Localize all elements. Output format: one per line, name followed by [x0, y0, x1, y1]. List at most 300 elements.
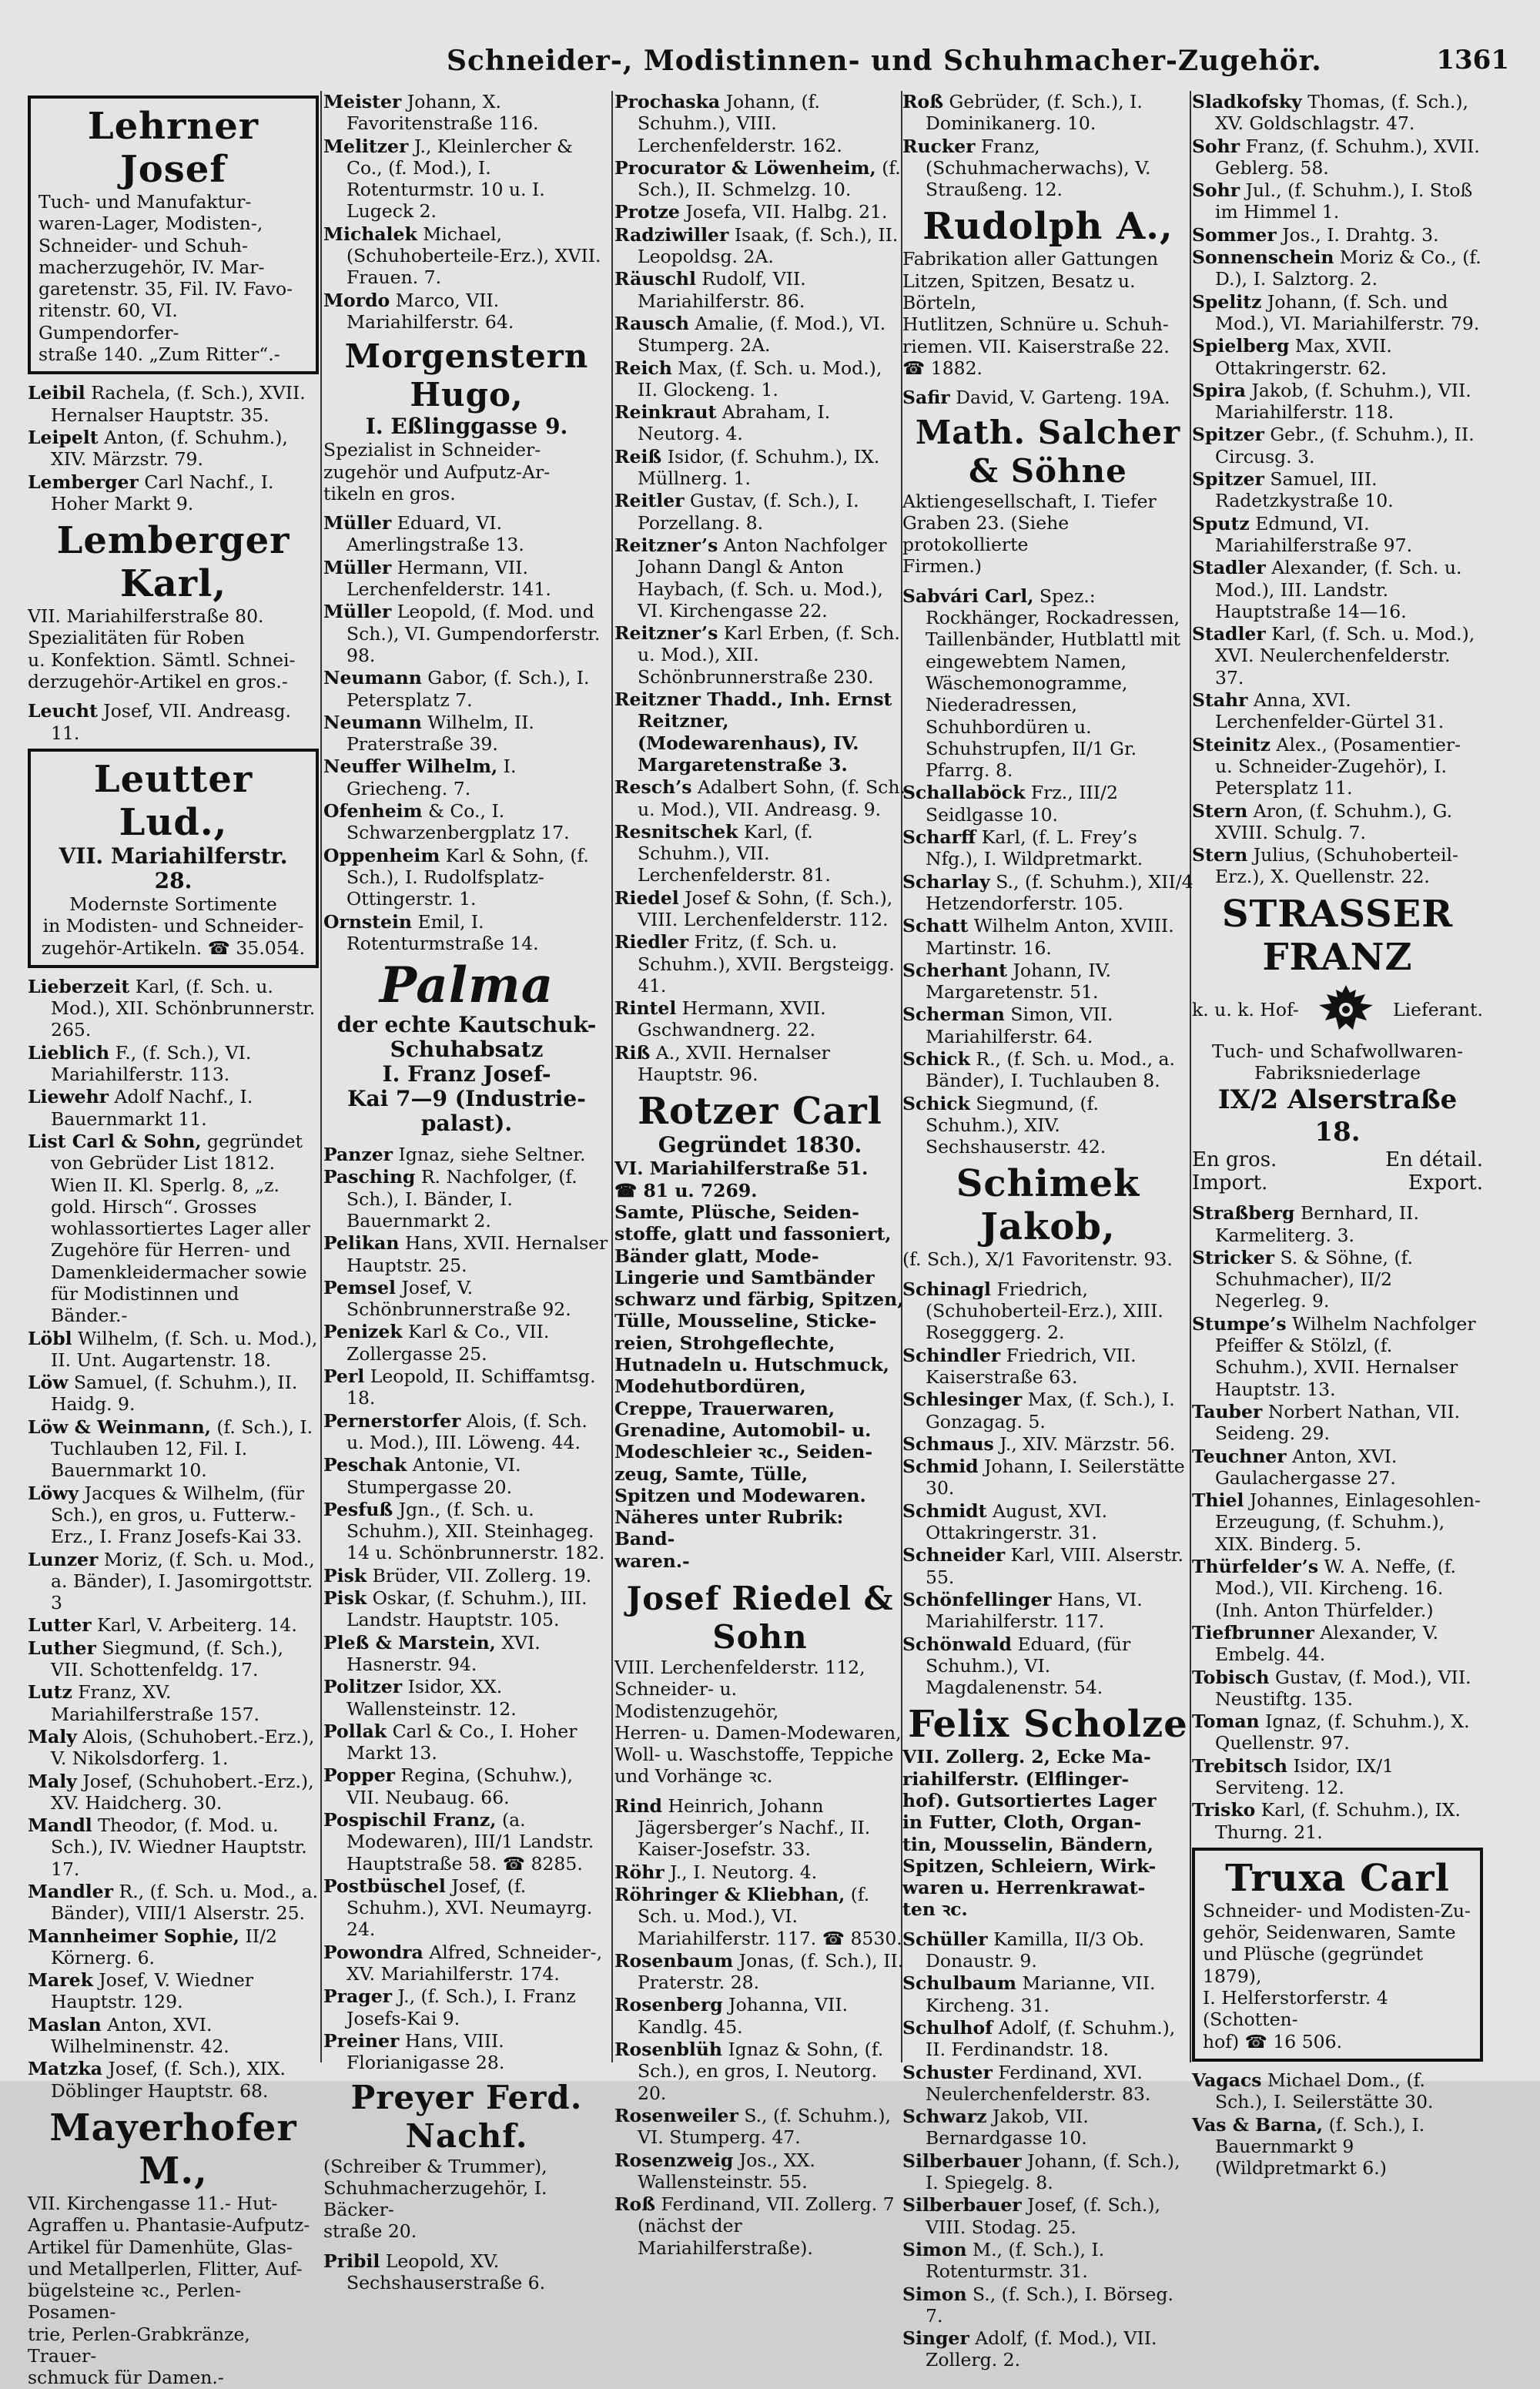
- ad-line: I. Helferstorferstr. 4 (Schotten-: [1203, 1987, 1388, 2031]
- entry-details: Leopold, II. Schiffamtsg. 18.: [346, 1365, 596, 1409]
- ad-line: Schneider- und Modisten-Zu-: [1203, 1899, 1471, 1922]
- ad-line: I. Eßlinggasse 9.: [365, 414, 568, 440]
- directory-entry: [28, 1881, 319, 1925]
- entry-details: Alexander, (f. Sch. u. Mod.), III. Landstr. Hauptstraße 14—16.: [1215, 557, 1462, 622]
- entry-details: (f. Sch.), II. Schmelzg. 10.: [638, 156, 901, 201]
- entry-details: Spez.: Rockhänger, Rockadressen, Taillenbänder, Hutblattl mit eingewebtem Namen, Wäschemonogramme, Niederadressen, Schuhbordüren u. Schuhstrupfen, II/1 Gr. Pfarrg. 8.: [926, 585, 1180, 782]
- directory-entry: [1192, 734, 1483, 799]
- entry-name: Simon: [902, 2238, 967, 2260]
- entry-details: Johann, X. Favoritenstraße 116.: [346, 91, 539, 135]
- entry-name: Pribil: [323, 2250, 380, 2272]
- advertisement: [323, 337, 610, 504]
- entry-details: Karl Erben, (f. Sch. u. Mod.), XII. Schönbrunnerstraße 230.: [638, 622, 900, 688]
- entry-name: Tiefbrunner: [1192, 1621, 1314, 1643]
- entry-name: Roß: [614, 2193, 656, 2216]
- ad-line: Hutlitzen, Schnüre u. Schuh-: [902, 313, 1169, 336]
- ad-line: Litzen, Spitzen, Besatz u. Börteln,: [902, 270, 1136, 314]
- entry-name: Spelitz: [1192, 290, 1262, 313]
- directory-entry: [614, 1042, 906, 1086]
- ad-line: gehör, Seidenwaren, Samte: [1203, 1922, 1456, 1944]
- advertisement: [1192, 1848, 1483, 2062]
- entry-details: Samuel, III. Radetzkystraße 10.: [1215, 468, 1394, 512]
- directory-entry: [323, 1410, 610, 1454]
- entry-name: Stahr: [1192, 689, 1248, 712]
- directory-entry: [28, 1549, 319, 1614]
- entry-name: Sommer: [1192, 223, 1277, 246]
- ad-line: Agraffen u. Phantasie-Aufputz-: [28, 2214, 310, 2237]
- ad-line: riahilferstr. (Elflinger-: [902, 1767, 1130, 1790]
- directory-entry: [28, 1614, 319, 1636]
- directory-entry: [323, 512, 610, 556]
- ad-line: Modernste Sortimente: [69, 893, 277, 915]
- directory-entry: [323, 845, 610, 910]
- directory-entry: [902, 1589, 1194, 1633]
- entry-details: Rudolf, VII. Mariahilferstr. 86.: [638, 268, 806, 312]
- entry-name: Luther: [28, 1637, 96, 1659]
- entry-details: J., I. Neutorg. 4.: [670, 1861, 818, 1883]
- page-header: [31, 45, 1509, 91]
- ad-line: I. Franz Josef-: [382, 1061, 551, 1087]
- directory-entry: [614, 931, 906, 997]
- ad-line: schmuck für Damen.-: [28, 2367, 224, 2389]
- directory-entry: [323, 1144, 610, 1165]
- entry-details: W. A. Neffe, (f. Mod.), VII. Kircheng. 16. (Inh. Anton Thürfelder.): [1215, 1556, 1456, 1621]
- entry-details: Karl, VIII. Alserstr. 55.: [926, 1544, 1183, 1588]
- directory-entry: [28, 1771, 319, 1814]
- directory-entry: [323, 1365, 610, 1409]
- directory-entry: [614, 776, 906, 820]
- entry-name: Stern: [1192, 799, 1248, 822]
- entry-details: Hermann, XVII. Gschwandnerg. 22.: [638, 997, 826, 1041]
- entry-details: Adolf, (f. Schuhm.), II. Ferdinandstr. 18.: [926, 2016, 1176, 2061]
- ad-line: Gegründet 1830.: [658, 1132, 862, 1158]
- directory-entry: [28, 2058, 319, 2102]
- entry-name: Vagacs: [1192, 2069, 1262, 2091]
- ad-line: Kai 7—9 (Industrie-: [347, 1086, 586, 1112]
- entry-details: Alfred, Schneider-, XV. Mariahilferstr. 174.: [346, 1941, 603, 1985]
- advertisement: [902, 1162, 1194, 1270]
- directory-entry: [902, 2239, 1194, 2283]
- entry-name: Stumpe’s: [1192, 1312, 1287, 1335]
- entry-name: Pesfuß: [323, 1498, 393, 1520]
- advertisement: [902, 414, 1194, 578]
- entry-details: Hans, VI. Mariahilferstr. 117.: [926, 1588, 1143, 1633]
- entry-name: Prager: [323, 1985, 393, 2008]
- directory-entry: [323, 1232, 610, 1276]
- directory-entry: [614, 157, 906, 201]
- directory-entry: [614, 2149, 906, 2193]
- directory-entry: [1192, 1202, 1483, 1246]
- directory-entry: [1192, 844, 1483, 888]
- ad-title: Schimek Jakob,: [956, 1162, 1140, 1249]
- ad-line: der echte Kautschuk-: [336, 1012, 597, 1038]
- entry-name: Stadler: [1192, 557, 1266, 579]
- directory-entry: [1192, 1755, 1483, 1799]
- directory-entry: [323, 223, 610, 289]
- ad-line: ☎ 1882.: [902, 357, 983, 379]
- entry-details: Friedrich, VII. Kaiserstraße 63.: [926, 1344, 1137, 1388]
- entry-name: Neuffer Wilhelm,: [323, 756, 498, 778]
- entry-details: Kamilla, II/3 Ob. Donaustr. 9.: [926, 1928, 1145, 1972]
- ad-line: Aktiengesellschaft, I. Tiefer: [902, 490, 1157, 512]
- directory-entry: [1192, 468, 1483, 512]
- ad-line: Firmen.): [902, 555, 983, 578]
- directory-entry: [1192, 224, 1483, 246]
- entry-details: Gustav, (f. Mod.), VII. Neustiftg. 135.: [1215, 1666, 1471, 1710]
- ad-line: garetenstr. 35, Fil. IV. Favo-: [38, 278, 293, 300]
- entry-details: Franz, (f. Schuhm.), XVII. Geblerg. 58.: [1215, 135, 1480, 179]
- directory-entry: [902, 2327, 1194, 2371]
- ad-body: [323, 959, 610, 1136]
- entry-details: Antonie, VI. Stumpergasse 20.: [346, 1454, 521, 1498]
- ad-line: Lieferant.: [1393, 998, 1483, 1020]
- entry-name: Rosenberg: [614, 1994, 723, 2016]
- entry-name: Müller: [323, 556, 392, 578]
- ad-line: straße 140. „Zum Ritter“.-: [38, 343, 280, 366]
- entry-name: Prochaska: [614, 91, 721, 112]
- entry-name: Rind: [614, 1794, 662, 1817]
- entry-details: Anna, XVI. Lerchenfelder-Gürtel 31.: [1215, 689, 1445, 733]
- entry-details: Friedrich, (Schuhoberteil-Erz.), XIII. Rosegggerg. 2.: [926, 1278, 1163, 1344]
- entry-name: Reinkraut: [614, 401, 717, 424]
- directory-entry: [28, 1925, 319, 1969]
- page-number: 1361: [1436, 45, 1509, 75]
- entry-name: Lieblich: [28, 1041, 110, 1064]
- entry-name: Stadler: [1192, 623, 1266, 645]
- directory-entry: [902, 1278, 1194, 1344]
- directory-entry: [1192, 623, 1483, 689]
- directory-entry: [1192, 1667, 1483, 1710]
- directory-entry: [614, 887, 906, 931]
- entry-details: Norbert Nathan, VII. Seideng. 29.: [1215, 1400, 1461, 1445]
- entry-name: Riedler: [614, 931, 689, 953]
- entry-details: J., (f. Sch.), I. Franz Josefs-Kai 9.: [346, 1985, 576, 2029]
- entry-details: Carl Nachf., I. Hoher Markt 9.: [51, 471, 274, 514]
- directory-entry: [1192, 136, 1483, 179]
- ad-line: reien, Strohgeflechte,: [614, 1332, 835, 1354]
- entry-name: Spielberg: [1192, 335, 1290, 357]
- ad-line: und Metallperlen, Flitter, Auf-: [28, 2257, 303, 2280]
- entry-name: Müller: [323, 512, 392, 534]
- directory-entry: [323, 1166, 610, 1231]
- entry-name: Pernerstorfer: [323, 1409, 461, 1432]
- column-3: [614, 91, 906, 2259]
- entry-details: Josef, (f. Sch.), VIII. Stodag. 25.: [926, 2194, 1160, 2238]
- ad-line: waren-Lager, Modisten-,: [38, 213, 263, 235]
- entry-details: S., (f. Schuhm.), XII/4 Hetzendorferstr. 105.: [926, 870, 1194, 914]
- entry-details: Carl & Co., I. Hoher Markt 13.: [346, 1720, 578, 1764]
- entry-details: (f. Sch.), I. Bauernmarkt 9 (Wildpretmarkt 6.): [1215, 2113, 1425, 2180]
- entry-name: Marek: [28, 1969, 93, 1992]
- entry-details: Josef, (f. Sch.), XIX. Döblinger Hauptstr. 68.: [51, 2058, 286, 2102]
- entry-details: Hans, XVII. Hernalser Hauptstr. 25.: [346, 1232, 608, 1276]
- entry-details: Thomas, (f. Sch.), XV. Goldschlagstr. 47.: [1215, 91, 1469, 135]
- directory-entry: [323, 1809, 610, 1875]
- entry-details: Jakob, (f. Schuhm.), VII. Mariahilferstr. 118.: [1215, 379, 1471, 424]
- entry-details: Julius, (Schuhoberteil-Erz.), X. Quellenstr. 22.: [1215, 844, 1458, 888]
- entry-details: Alois, (f. Sch. u. Mod.), III. Löweng. 44.: [346, 1409, 588, 1453]
- entry-name: Schulbaum: [902, 1972, 1016, 1995]
- ad-body: [902, 414, 1194, 578]
- ad-line: stoffe, glatt und fassoniert,: [614, 1223, 892, 1245]
- ad-line: Modehutbordüren,: [614, 1375, 806, 1398]
- entry-details: Franz, XV. Mariahilferstraße 157.: [51, 1681, 259, 1725]
- directory-entry: [1192, 1446, 1483, 1489]
- entry-name: Reich: [614, 357, 672, 379]
- entry-name: Schick: [902, 1047, 970, 1070]
- entry-details: Josef, (Schuhobert.-Erz.), XV. Haidcherg. 30.: [51, 1770, 314, 1814]
- entry-details: Karl, V. Arbeiterg. 14.: [97, 1614, 297, 1637]
- directory-entry: [28, 1681, 319, 1725]
- ad-line: tin, Mousselin, Bändern,: [902, 1833, 1153, 1855]
- entry-name: Teuchner: [1192, 1445, 1287, 1467]
- ad-body: [902, 1162, 1194, 1270]
- entry-details: Jos., XX. Wallensteinstr. 55.: [638, 2149, 815, 2193]
- directory-entry: [614, 490, 906, 534]
- entry-name: Stern: [1192, 844, 1248, 866]
- directory-entry: [1192, 291, 1483, 335]
- entry-details: Hermann, VII. Lerchenfelderstr. 141.: [346, 556, 551, 601]
- ad-line: Graben 23. (Siehe protokollierte: [902, 511, 1070, 556]
- entry-details: Karl & Sohn, (f. Sch.), I. Rudolfsplatz-Ottingerstr. 1.: [346, 844, 589, 910]
- entry-name: Röhr: [614, 1861, 665, 1883]
- entry-name: Pleß & Marstein,: [323, 1631, 496, 1654]
- directory-entry: [902, 1544, 1194, 1588]
- directory-entry: [323, 1721, 610, 1764]
- directory-entry: [323, 756, 610, 799]
- advertisement: [614, 1580, 906, 1788]
- entry-name: List Carl & Sohn,: [28, 1130, 202, 1152]
- entry-name: Steinitz: [1192, 733, 1270, 756]
- entry-name: Schmid: [902, 1456, 979, 1478]
- entry-name: Schönfellinger: [902, 1588, 1052, 1610]
- directory-entry: [28, 1637, 319, 1681]
- column-4: [902, 91, 1194, 2371]
- entry-name: Pemsel: [323, 1276, 396, 1298]
- directory-entry: [614, 997, 906, 1041]
- directory-entry: [902, 2017, 1194, 2061]
- entry-name: Penizek: [323, 1321, 403, 1343]
- entry-details: Eduard, VI. Amerlingstraße 13.: [346, 512, 524, 556]
- directory-entry: [1192, 513, 1483, 557]
- entry-details: Johann, (f. Sch.), I. Spiegelg. 8.: [926, 2149, 1180, 2194]
- entry-name: Rosenzweig: [614, 2149, 734, 2171]
- ad-line: VII. Mariahilferstr. 28.: [59, 843, 288, 893]
- entry-name: Neumann: [323, 711, 422, 733]
- directory-entry: [1192, 1247, 1483, 1312]
- entry-details: Anton Nachfolger Johann Dangl & Anton Haybach, (f. Sch. u. Mod.), VI. Kirchengasse 22.: [638, 534, 887, 622]
- directory-entry: [614, 1994, 906, 2038]
- entry-name: Tobisch: [1192, 1666, 1270, 1688]
- entry-details: Wilhelm Nachfolger Pfeiffer & Stölzl, (f. Schuhm.), XVII. Hernalser Hauptstr. 13.: [1215, 1312, 1476, 1400]
- entry-details: Brüder, VII. Zollerg. 19.: [372, 1564, 592, 1587]
- entry-details: Johann, (f. Schuhm.), VIII. Lerchenfelderstr. 162.: [638, 91, 842, 156]
- directory-entry: [902, 585, 1194, 782]
- column-2: [323, 91, 610, 2294]
- entry-details: J., Kleinlercher & Co., (f. Mod.), I. Rotenturmstr. 10 u. I. Lugeck 2.: [346, 135, 573, 223]
- directory-entry: [28, 382, 319, 426]
- directory-entry: [902, 2106, 1194, 2149]
- entry-details: Michael, (Schuhoberteile-Erz.), XVII. Frauen. 7.: [346, 223, 601, 289]
- ad-line: Creppe, Trauerwaren,: [614, 1397, 835, 1419]
- directory-entry: [902, 2194, 1194, 2238]
- ad-title: Mayerhofer M.,: [49, 2106, 297, 2193]
- ad-line: Schneider- u. Modistenzugehör,: [614, 1678, 779, 1722]
- entry-name: Thiel: [1192, 1489, 1244, 1512]
- entry-name: Rausch: [614, 312, 690, 334]
- entry-name: Protze: [614, 201, 680, 223]
- ad-line: trie, Perlen-Grabkränze, Trauer-: [28, 2323, 250, 2367]
- entry-details: II/2 Körnerg. 6.: [51, 1925, 277, 1968]
- ad-line: u. Konfektion. Sämtl. Schnei-: [28, 648, 296, 671]
- directory-entry: [323, 557, 610, 601]
- entry-details: F., (f. Sch.), VI. Mariahilferstr. 113.: [51, 1041, 252, 1086]
- directory-entry: [323, 1764, 610, 1808]
- entry-details: Karl, (f. Schuhm.), VII. Lerchenfelderstr. 81.: [638, 820, 831, 886]
- ad-title: Leutter Lud.,: [93, 757, 253, 844]
- ad-line: bügelsteine ꝛc., Perlen-Posamen-: [28, 2280, 242, 2324]
- directory-entry: [614, 91, 906, 156]
- entry-name: Maly: [28, 1725, 77, 1747]
- ad-line: Fabriksniederlage: [1254, 1061, 1421, 1084]
- ad-line: hof) ☎ 16 506.: [1203, 2030, 1343, 2052]
- ad-line: Spitzen, Schleiern, Wirk-: [902, 1855, 1157, 1877]
- entry-name: Liewehr: [28, 1086, 109, 1108]
- entry-name: Sohr: [1192, 179, 1240, 202]
- entry-name: Silberbauer: [902, 2194, 1022, 2216]
- ad-body: [902, 1703, 1194, 1920]
- ad-line: (f. Sch.), X/1 Favoritenstr. 93.: [902, 1248, 1173, 1271]
- ad-address: IX/2 Alserstraße 18.: [1217, 1084, 1458, 1148]
- ad-body: [614, 1580, 906, 1788]
- entry-name: Reitzner Thadd., Inh. Ernst Reitzner, (Modewarenhaus), IV. Margaretenstraße 3.: [614, 689, 892, 776]
- entry-name: Maslan: [28, 2013, 102, 2036]
- entry-name: Löw: [28, 1372, 69, 1394]
- directory-entry: [28, 1483, 319, 1548]
- entry-details: S., (f. Sch.), I. Börseg. 7.: [926, 2283, 1173, 2327]
- entry-name: Sonnenschein: [1192, 246, 1334, 269]
- entry-name: Pospischil Franz,: [323, 1809, 497, 1831]
- directory-entry: [902, 871, 1194, 915]
- ad-line: ☎ 81 u. 7269.: [614, 1179, 758, 1201]
- directory-entry: [28, 2014, 319, 2058]
- entry-details: Rachela, (f. Sch.), XVII. Hernalser Hauptstr. 35.: [51, 382, 306, 426]
- ad-line: Herren- u. Damen-Modewaren,: [614, 1721, 902, 1744]
- ad-title: Josef Riedel & Sohn: [626, 1580, 894, 1656]
- ad-line: Samte, Plüsche, Seiden-: [614, 1201, 859, 1223]
- entry-name: Röhringer & Kliebhan,: [614, 1883, 845, 1905]
- entry-name: Spitzer: [1192, 424, 1264, 446]
- entry-details: David, V. Garteng. 19A.: [956, 387, 1170, 409]
- entry-name: Schindler: [902, 1344, 1001, 1366]
- directory-entry: [1192, 380, 1483, 424]
- directory-entry: [323, 1632, 610, 1676]
- entry-details: Ignaz, siehe Seltner.: [398, 1144, 586, 1166]
- entry-name: Rosenblüh: [614, 2039, 723, 2061]
- ad-line: Spezialitäten für Roben: [28, 627, 245, 649]
- entry-details: Max, (f. Sch.), I. Gonzagag. 5.: [926, 1389, 1175, 1432]
- directory-entry: [902, 1048, 1194, 1092]
- entry-details: I. Griecheng. 7.: [346, 756, 517, 799]
- entry-details: Adalbert Sohn, (f. Sch. u. Mod.), VII. Andreasg. 9.: [638, 776, 906, 820]
- ad-line: VII. Mariahilferstraße 80.: [28, 605, 264, 628]
- entry-details: Anton, XVI. Wilhelminenstr. 42.: [51, 2013, 229, 2058]
- entry-details: Simon, VII. Mariahilferstr. 64.: [926, 1004, 1113, 1047]
- entry-name: Scharlay: [902, 870, 990, 893]
- ad-line: VIII. Lerchenfelderstr. 112,: [614, 1657, 865, 1678]
- directory-entry: [1192, 2069, 1483, 2113]
- entry-name: Mandl: [28, 1814, 92, 1837]
- entry-name: Thürfelder’s: [1192, 1556, 1319, 1578]
- entry-details: & Co., I. Schwarzenbergplatz 17.: [346, 800, 570, 844]
- directory-entry: [1192, 91, 1483, 135]
- advertisement: [28, 95, 319, 374]
- entry-name: Sputz: [1192, 512, 1250, 534]
- directory-entry: [1192, 179, 1483, 223]
- directory-entry: [902, 826, 1194, 870]
- directory-entry: [28, 1814, 319, 1880]
- ad-title: STRASSER FRANZ: [1221, 892, 1454, 979]
- ad-body: [28, 2106, 319, 2389]
- entry-name: Resnitschek: [614, 820, 738, 843]
- directory-entry: [1192, 1556, 1483, 1621]
- entry-name: Schneider: [902, 1544, 1006, 1566]
- ad-title: Preyer Ferd. Nachf.: [350, 2078, 583, 2155]
- entry-details: S., (f. Schuhm.), VI. Stumperg. 47.: [638, 2104, 892, 2149]
- entry-name: Lemberger: [28, 471, 139, 493]
- entry-name: Pisk: [323, 1564, 367, 1587]
- directory-entry: [614, 357, 906, 401]
- entry-details: Jakob, VII. Bernardgasse 10.: [926, 2106, 1089, 2149]
- entry-name: Sladkofsky: [1192, 91, 1302, 112]
- entry-name: Straßberg: [1192, 1202, 1295, 1225]
- ad-line: En gros.: [1192, 1148, 1277, 1172]
- entry-name: Schinagl: [902, 1278, 991, 1300]
- entry-details: Adolf Nachf., I. Bauernmarkt 11.: [51, 1086, 253, 1130]
- directory-entry: [902, 1500, 1194, 1544]
- entry-details: (f. Sch.), I. Tuchlauben 12, Fil. I. Bauernmarkt 10.: [51, 1416, 313, 1482]
- directory-entry: [902, 1928, 1194, 1972]
- entry-details: Wilhelm, II. Praterstraße 39.: [346, 711, 534, 756]
- ad-body: [902, 205, 1194, 379]
- directory-entry: [323, 1676, 610, 1720]
- entry-name: Pollak: [323, 1720, 387, 1742]
- ad-line: ten ꝛc.: [902, 1898, 968, 1921]
- entry-name: Perl: [323, 1365, 365, 1388]
- advertisement: [28, 2106, 319, 2389]
- entry-details: R., (f. Sch. u. Mod., a. Bänder), I. Tuchlauben 8.: [926, 1047, 1176, 1092]
- ad-line: ritenstr. 60, VI. Gumpendorfer-: [38, 300, 179, 343]
- entry-name: Leipelt: [28, 426, 99, 448]
- directory-entry: [1192, 557, 1483, 622]
- entry-name: Pelikan: [323, 1232, 400, 1255]
- column-5: [1192, 91, 1483, 2180]
- entry-name: Popper: [323, 1764, 395, 1787]
- entry-name: Reitler: [614, 490, 685, 512]
- directory-entry: [614, 1950, 906, 1994]
- entry-details: Oskar, (f. Schuhm.), III. Landstr. Hauptstr. 105.: [346, 1587, 588, 1631]
- entry-details: Josef, (f. Schuhm.), XVI. Neumayrg. 24.: [346, 1875, 593, 1941]
- entry-details: Gabor, (f. Sch.), I. Petersplatz 7.: [346, 667, 590, 711]
- entry-details: Ferdinand, XVI. Neulerchenfelderstr. 83.: [926, 2061, 1151, 2105]
- ad-frame: [28, 95, 319, 374]
- ad-line: Import.: [1192, 1171, 1268, 1195]
- entry-details: Karl, (f. Sch. u. Mod.), XVI. Neulerchenfelderstr. 37.: [1215, 623, 1475, 689]
- entry-details: Karl, (f. Sch. u. Mod.), XII. Schönbrunnerstr. 265.: [51, 975, 316, 1041]
- ad-line: VI. Mariahilferstraße 51.: [614, 1158, 869, 1180]
- entry-details: M., (f. Sch.), I. Rotenturmstr. 31.: [926, 2238, 1105, 2283]
- entry-details: Jonas, (f. Sch.), II. Praterstr. 28.: [638, 1949, 904, 1994]
